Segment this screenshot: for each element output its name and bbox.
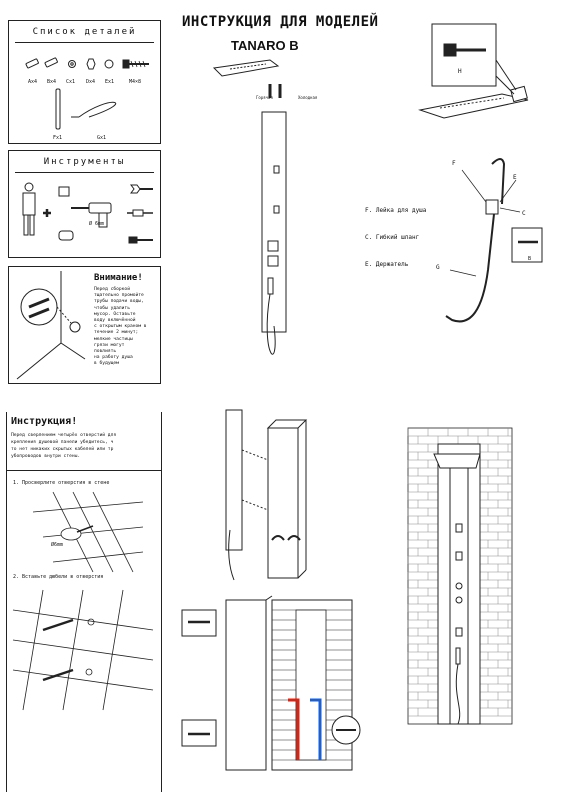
wall-corner-illustration (9, 271, 89, 381)
hand-shower-icon (56, 89, 60, 129)
hand-shower-icon (456, 648, 460, 664)
panel-body (262, 112, 286, 332)
warning-heading: Внимание! (94, 273, 143, 283)
tools-heading: Инструменты (43, 157, 126, 167)
shower-arm (492, 159, 504, 204)
model-name-text: TANARO B (231, 38, 299, 53)
legend-item-c: C. Гибкий шланг (365, 234, 420, 241)
panel-body (226, 410, 242, 550)
instruction-heading: Инструкция! (11, 416, 78, 427)
step2-text: 2. Вставьте дюбели в отверстия (13, 574, 104, 580)
legend-list (365, 188, 426, 278)
panel-mounting-illustration (212, 410, 322, 590)
panel-body (450, 468, 468, 724)
legend-item-f: F. Лейка для душа (365, 207, 427, 214)
legend-letter-f: F (452, 160, 456, 167)
wrench-icon (131, 185, 140, 193)
person-icon (25, 183, 33, 191)
instruction-box (6, 412, 162, 792)
pipe-opening-icon (70, 322, 80, 332)
rain-head-icon (434, 454, 480, 468)
warning-text: Перед сборкой тщательно промойте трубы подачи воды, чтобы удалить мусор. Оставьте воду включённой с открытым краном в течение 2 минут; мелкие частицы грязи могут повлиять на работу душа в будущем (94, 287, 147, 367)
part-label-m: M4×8 (129, 79, 142, 85)
part-label-g: Gx1 (97, 135, 107, 141)
pipe-closeup-circle (21, 289, 57, 325)
part-label-f: Fx1 (53, 135, 63, 141)
hose-icon (446, 214, 494, 321)
legend-letter-h: H (458, 68, 462, 75)
tools-illustration (9, 173, 159, 257)
bit-icon (129, 237, 137, 243)
rain-head-icon (214, 60, 278, 76)
parts-illustration (9, 45, 159, 145)
drilling-illustration (13, 492, 153, 572)
warning-box (8, 266, 161, 384)
tape-icon (59, 187, 69, 196)
knob-icon (268, 241, 278, 251)
parts-list-box (8, 20, 161, 144)
hose-holder-illustration (432, 150, 542, 350)
knob-icon (456, 583, 462, 589)
wall-install-illustration (180, 600, 360, 790)
cold-label: Холодная (298, 95, 318, 100)
tools-box (8, 150, 161, 258)
final-install-illustration (408, 428, 518, 728)
rain-head-mount-illustration (410, 20, 550, 120)
part-label-d: Dx4 (86, 79, 96, 85)
hose-icon (79, 102, 116, 117)
bracket-icon (105, 60, 113, 68)
anchor-icon (26, 59, 39, 69)
hand-shower-icon (268, 278, 273, 294)
panel-body (226, 600, 266, 770)
legend-item-e: E. Держатель (365, 261, 409, 268)
drill-size-label: Ø 6mm (89, 221, 105, 227)
shower-panel-illustration (200, 56, 310, 376)
step1-drill-label: Ø6mm (51, 542, 64, 548)
anchor-icon-2 (45, 58, 58, 68)
part-label-c: Cx1 (66, 79, 76, 85)
legend-letter-b: B (528, 256, 532, 262)
part-label-b: Bx4 (47, 79, 57, 85)
level-icon (59, 231, 73, 240)
hot-label: Горячая (256, 95, 273, 100)
title-line1: ИНСТРУКЦИЯ ДЛЯ МОДЕЛЕЙ (182, 14, 379, 30)
anchors-illustration (13, 590, 153, 710)
document-title (182, 14, 378, 30)
drill-icon (89, 203, 111, 213)
screw-detail-box (432, 24, 496, 86)
screw-detail-box (512, 228, 542, 262)
holder-icon (486, 200, 498, 214)
legend-letter-g: G (436, 264, 440, 271)
model-name (231, 38, 299, 53)
drill-icon (61, 528, 81, 540)
part-label-a: Ax4 (28, 79, 38, 85)
step1-text: 1. Просверлите отверстия в стене (13, 480, 110, 486)
parts-list-heading: Список деталей (32, 27, 137, 37)
legend-letter-c: C (522, 210, 526, 217)
anchor-icon (43, 620, 73, 630)
legend-letter-e: E (513, 174, 517, 181)
cap-icon (87, 59, 95, 69)
instruction-intro: Перед сверлением четырёх отверстий для крепления душевой панели убедитесь, ч то нет никаких скрытых кабелей или тр убопроводов внутри стены. (11, 433, 117, 459)
part-label-e: Ex1 (105, 79, 115, 85)
